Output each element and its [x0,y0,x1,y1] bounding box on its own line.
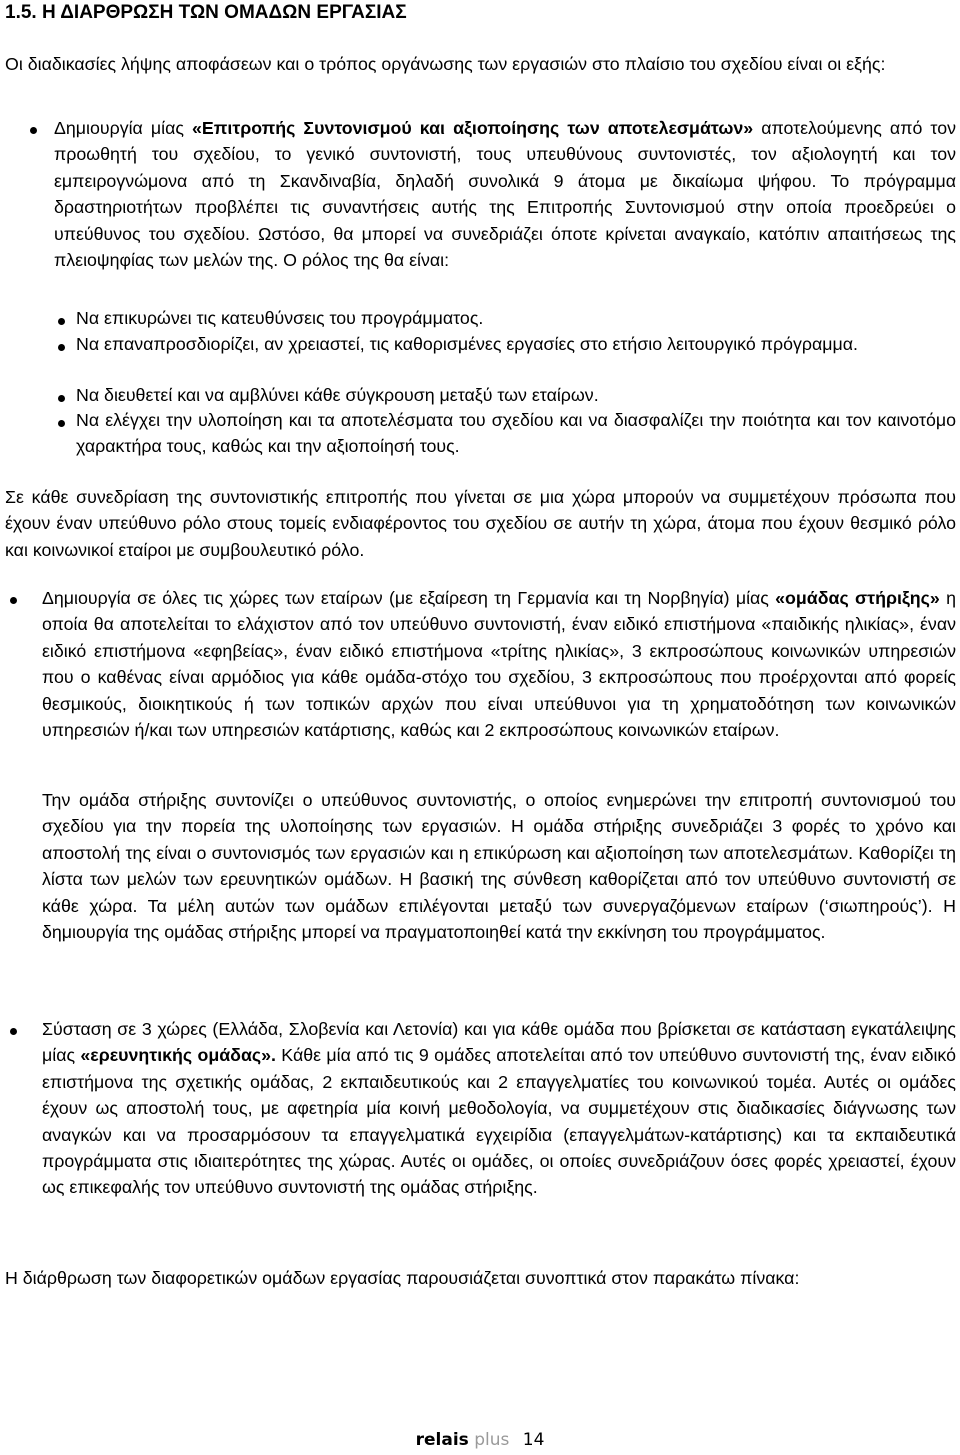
item3-lead: Σύσταση σε 3 χώρες (Ελλάδα, Σλοβενία και Λετονία) και για κάθε ομάδα που βρίσκεται σε κατάσταση εγκατάλειψης μίας [42,1019,956,1066]
item3-text: Κάθε μία από τις 9 ομάδες αποτελείται από τον υπεύθυνο συντονιστή της, έναν ειδικό επιστήμονα της σχετικής ομάδας, 2 εκπαιδευτικούς και 2 επαγγελματίες του κοινωνικού τομέα. Αυτές οι ομάδες έχουν ως αποστολή τους, με αφετηρία μία κοινή μεθοδολογία, να συμμετέχουν στις διαδικασίες διάγνωσης των αναγκών και να προσαρμόσουν τα επαγγελματικά εγχειρίδια (επαγγελμάτων-κατάρτισης) και τα εκπαιδευτικά προγράμματα στις ιδιαιτερότητες της χώρας. Αυτές οι ομάδες, οι οποίες συνεδριάζουν όσες φορές χρειαστεί, έχουν ως επικεφαλής τον υπεύθυνο συντονιστή της ομάδας στήριξης. [42,1045,956,1198]
closing-paragraph: Η διάρθρωση των διαφορετικών ομάδων εργασίας παρουσιάζεται συνοπτικά στον παρακάτω πίνακα: [5,1268,800,1288]
bullet-icon [58,318,65,325]
item1-bold-term: «Επιτροπής Συντονισμού και αξιοποίησης των αποτελεσμάτων» [192,118,754,138]
bullet-icon [10,1028,17,1035]
item2-text: η οποία θα αποτελείται το ελάχιστον από τον υπεύθυνο συντονιστή, έναν ειδικό επιστήμονα «παιδικής ηλικίας», έναν ειδικό επιστήμονα «εφηβείας», έναν ειδικό επιστήμονα «τρίτης ηλικίας», 3 εκπροσώπους κοινωνικών υπηρεσιών που ο καθένας είναι αρμόδιος για κάθε ομάδα-στόχο του σχεδίου, 3 εκπροσώπους που προέρχονται από φορείς θεσμικούς, διοικητικούς ή των τοπικών αρχών που είναι υπεύθυνοι για τη χρηματοδότηση των κοινωνικών υπηρεσιών ή/και των υπηρεσιών κατάρτισης, καθώς και 2 εκπροσώπους κοινωνικών εταίρων. [42,588,956,741]
bullet-item-coordination-committee [54,115,956,273]
page-footer [0,1430,960,1450]
bullet-icon [10,597,17,604]
item1-text: αποτελούμενης από τον προωθητή του σχεδίου, το γενικό συντονιστή, τους υπευθύνους συντονιστές, τον αξιολογητή και τον εμπειρογνώμονα από τη Σκανδιναβία, δηλαδή συνολικά 9 άτομα με δικαίωμα ψήφου. Το πρόγραμμα δραστηριοτήτων προβλέπει τις συναντήσεις αυτής της Επιτροπής Συντονισμού στην οποία προεδρεύει ο υπεύθυνος του σχεδίου. Ωστόσο, θα μπορεί να συνεδριάζει όποτε κρίνεται αναγκαίο, κατόπιν απαιτήσεως της πλειοψηφίας των μελών της. Ο ρόλος της θα είναι: [54,118,956,271]
item1-lead: Δημιουργία μίας [54,118,193,138]
page-number: 14 [522,1430,545,1450]
section-heading: 1.5. Η ΔΙΑΡΘΡΩΣΗ ΤΩΝ ΟΜΑΔΩΝ ΕΡΓΑΣΙΑΣ [5,2,407,23]
sub-bullet-item: Να ελέγχει την υλοποίηση και τα αποτελέσματα του σχεδίου και να διασφαλίζει την ποιότητα και τον καινοτόμο χαρακτήρα τους, καθώς και την αξιοποίησή τους. [76,410,956,456]
item3-bold-term: «ερευνητικής ομάδας». [80,1045,276,1066]
item2-lead: Δημιουργία σε όλες τις χώρες των εταίρων (με εξαίρεση τη Γερμανία και τη Νορβηγία) μίας [42,588,776,608]
bullet-icon [58,395,65,402]
sub-bullet-item: Να διευθετεί και να αμβλύνει κάθε σύγκρουση μεταξύ των εταίρων. [76,385,599,405]
item2-bold-term: «ομάδας στήριξης» [775,588,940,608]
meeting-paragraph: Σε κάθε συνεδρίαση της συντονιστικής επιτροπής που γίνεται σε μια χώρα μπορούν να συμμετέχουν πρόσωπα που έχουν έναν υπεύθυνο ρόλο στους τομείς ενδιαφέροντος του σχεδίου σε αυτήν τη χώρα, άτομα που έχουν θεσμικό ρόλο και κοινωνικοί εταίροι με συμβουλευτικό ρόλο. [5,487,956,560]
sub-bullet-item: Να επικυρώνει τις κατευθύνσεις του προγράμματος. [76,308,484,328]
intro-paragraph: Οι διαδικασίες λήψης αποφάσεων και ο τρόπος οργάνωσης των εργασιών στο πλαίσιο του σχεδίου είναι οι εξής: [5,54,886,74]
bullet-icon [58,344,65,351]
bullet-item-support-group [42,585,956,743]
bullet-item-research-group [42,1016,956,1201]
sub-bullet-item: Να επαναπροσδιορίζει, αν χρειαστεί, τις καθορισμένες εργασίες στο ετήσιο λειτουργικό πρόγραμμα. [76,334,858,354]
footer-brand-relais: relais [415,1430,469,1450]
footer-brand-plus: plus [474,1430,510,1450]
bullet-icon [30,127,37,134]
support-group-details: Την ομάδα στήριξης συντονίζει ο υπεύθυνος συντονιστής, ο οποίος ενημερώνει την επιτροπή συντονισμού του σχεδίου για την πορεία της υλοποίησης των εργασιών. Η ομάδα στήριξης συνεδριάζει 3 φορές το χρόνο και αποστολή της είναι ο συντονισμός των εργασιών και η επικύρωση και αξιοποίηση των αποτελεσμάτων. Καθορίζει τη λίστα των μελών των ερευνητικών ομάδων. Η βασική της σύνθεση καθορίζεται από τον υπεύθυνο συντονιστή σε κάθε χώρα. Τα μέλη αυτών των ομάδων επιλέγονται μεταξύ των συνεργαζόμενων εταίρων (‘σιωπηρούς’). Η δημιουργία της ομάδας στήριξης μπορεί να πραγματοποιηθεί κατά την εκκίνηση του προγράμματος. [42,790,956,943]
bullet-icon [58,420,65,427]
